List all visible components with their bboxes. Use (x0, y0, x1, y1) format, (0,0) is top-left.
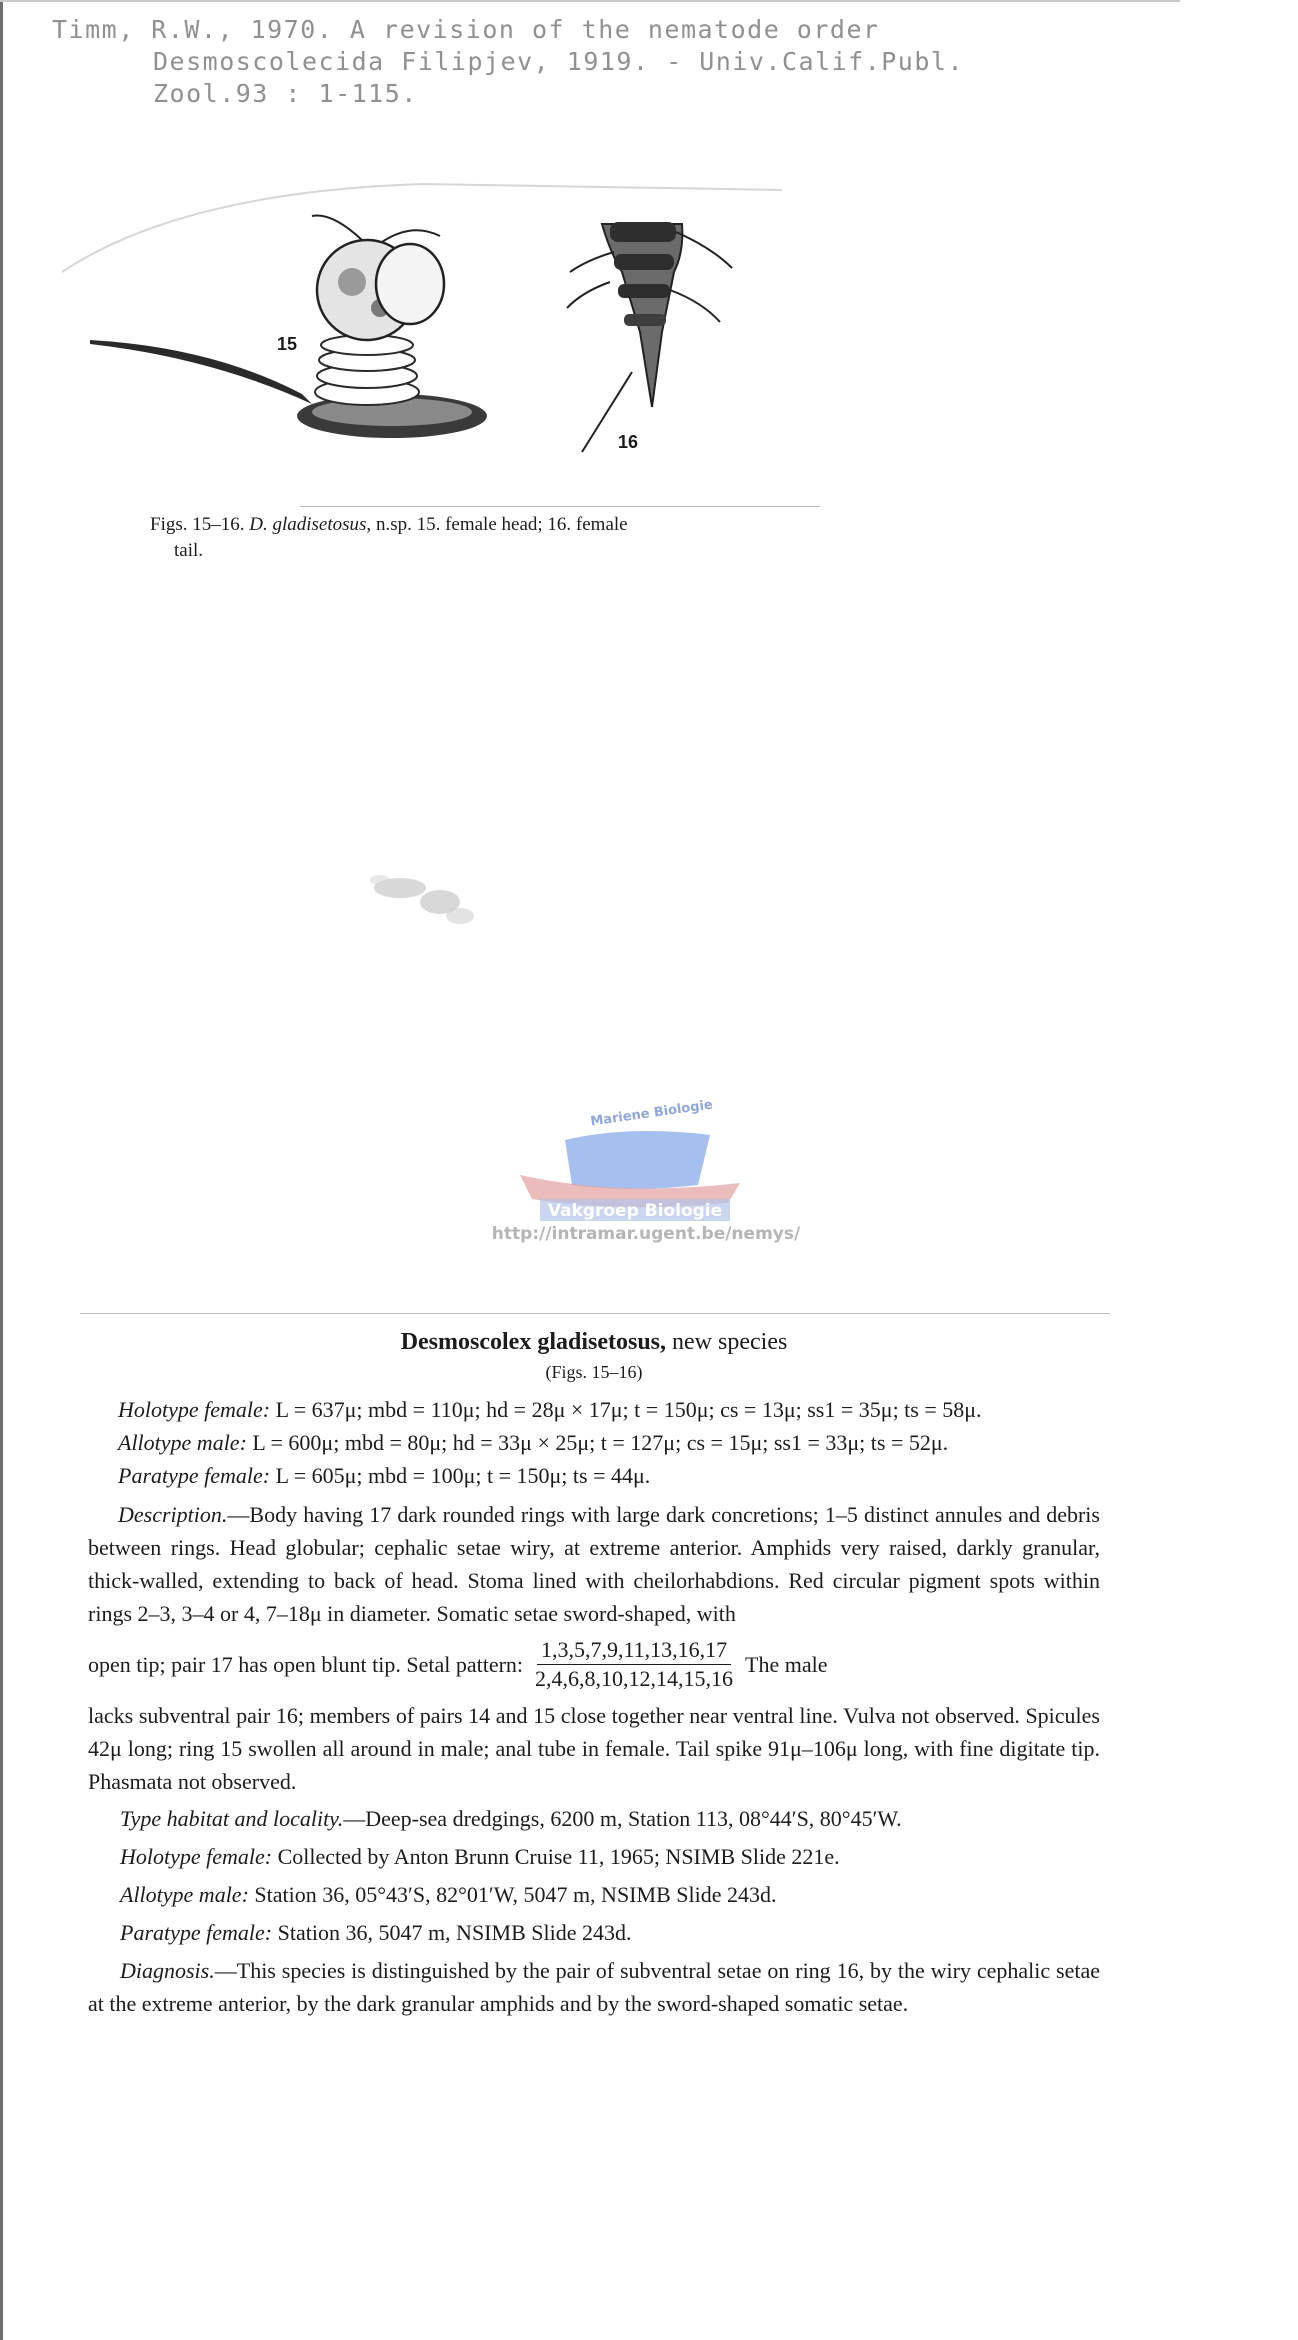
caption-line-2: tail. (174, 540, 204, 561)
description-label: Description. (118, 1502, 228, 1527)
habitat-paragraph (88, 1802, 1100, 1835)
species-status: new species (672, 1329, 788, 1355)
setal-fraction (531, 1636, 737, 1693)
species-description (88, 1325, 1100, 2020)
citation-line-1: Timm, R.W., 1970. A revision of the nematode order (52, 15, 880, 44)
holotype-material-text: Collected by Anton Brunn Cruise 11, 1965; NSIMB Slide 221e. (277, 1844, 840, 1869)
description-text-2: lacks subventral pair 16; members of pairs 14 and 15 close together near ventral line. Vulva not observed. Spicules 42μ long; ring 15 swollen all around in male; anal tube in female. Tail spike 91μ–106μ long, with fine digitate tip. Phasmata not observed. (88, 1703, 1100, 1794)
description-paragraph (88, 1498, 1100, 1630)
diagnosis-label: Diagnosis. (120, 1958, 215, 1983)
species-title (88, 1325, 1100, 1359)
holotype-measurements (88, 1393, 1100, 1426)
section-rule (80, 1313, 1110, 1314)
caption-prefix: Figs. 15–16. (150, 514, 245, 535)
holotype-material (88, 1840, 1100, 1873)
caption-rest: n.sp. 15. female head; 16. female (375, 514, 628, 535)
allotype-values: L = 600μ; mbd = 80μ; hd = 33μ × 25μ; t = 127μ; cs = 15μ; ss1 = 33μ; ts = 52μ. (252, 1430, 949, 1455)
paratype-measurements (88, 1459, 1100, 1492)
paratype-label: Paratype female: (118, 1463, 271, 1488)
holotype-values: L = 637μ; mbd = 110μ; hd = 28μ × 17μ; t = 150μ; cs = 13μ; ss1 = 35μ; ts = 58μ. (275, 1397, 982, 1422)
caption-species: D. gladisetosus, (249, 514, 372, 535)
setal-suffix: The male (745, 1651, 828, 1677)
figure-caption (150, 512, 850, 564)
allotype-label: Allotype male: (118, 1430, 247, 1455)
description-text-1: —Body having 17 dark rounded rings with large dark concretions; 1–5 distinct annules and debris between rings. Head globular; cephalic setae wiry, at extreme anterior. Amphids very raised, darkly granular, thick-walled, extending to back of head. Stoma lined with cheilorhabdions. Red circular pigment spots within rings 2–3, 3–4 or 4, 7–18μ in diameter. Somatic setae sword-shaped, with (88, 1502, 1100, 1626)
setal-denominator: 2,4,6,8,10,12,14,15,16 (535, 1666, 734, 1691)
habitat-label: Type habitat and locality. (120, 1806, 344, 1831)
diagnosis-paragraph (88, 1954, 1100, 2020)
paratype-material (88, 1916, 1100, 1949)
allotype-material-text: Station 36, 05°43′S, 82°01′W, 5047 m, NSIMB Slide 243d. (254, 1882, 777, 1907)
setal-numerator: 1,3,5,7,9,11,13,16,17 (537, 1636, 731, 1665)
watermark-url: http://intramar.ugent.be/nemys/ (491, 1224, 801, 1244)
allotype-material-label: Allotype male: (120, 1882, 249, 1907)
paratype-values: L = 605μ; mbd = 100μ; t = 150μ; ts = 44μ. (275, 1463, 651, 1488)
species-figref: (Figs. 15–16) (545, 1362, 643, 1382)
holotype-label: Holotype female: (118, 1397, 271, 1422)
paratype-material-label: Paratype female: (120, 1920, 273, 1945)
diagnosis-text: —This species is distinguished by the pair of subventral setae on ring 16, by the wiry cephalic setae at the extreme anterior, by the dark granular amphids and by the sword-shaped somatic setae. (88, 1958, 1100, 2016)
scan-smudge (290, 850, 530, 950)
figure-label-16: 16 (618, 432, 639, 452)
allotype-measurements (88, 1426, 1100, 1459)
female-tail-drawing (567, 222, 732, 452)
allotype-material (88, 1878, 1100, 1911)
holotype-material-label: Holotype female: (120, 1844, 273, 1869)
citation-header (52, 14, 1232, 110)
watermark-bottom-text: Vakgroep Biologie (547, 1201, 723, 1221)
paratype-material-text: Station 36, 5047 m, NSIMB Slide 243d. (277, 1920, 632, 1945)
figure-15-16 (62, 172, 782, 472)
citation-line-3: Zool.93 : 1-115. (153, 79, 418, 108)
habitat-text: —Deep-sea dredgings, 6200 m, Station 113, 08°44′S, 80°45′W. (343, 1806, 902, 1831)
female-head-drawing (90, 216, 487, 439)
figure-label-15: 15 (277, 334, 298, 354)
species-name: Desmoscolex gladisetosus, (400, 1329, 667, 1355)
citation-line-2: Desmoscolecida Filipjev, 1919. - Univ.Calif.Publ. (153, 47, 965, 76)
top-edge (0, 0, 1180, 2)
setal-pattern-row (88, 1636, 1100, 1693)
page-edge (0, 0, 3, 2340)
setal-prefix: open tip; pair 17 has open blunt tip. Setal pattern: (88, 1651, 524, 1677)
figure-rule (300, 506, 820, 507)
watermark-top-text: Mariene Biologie (589, 1097, 714, 1130)
